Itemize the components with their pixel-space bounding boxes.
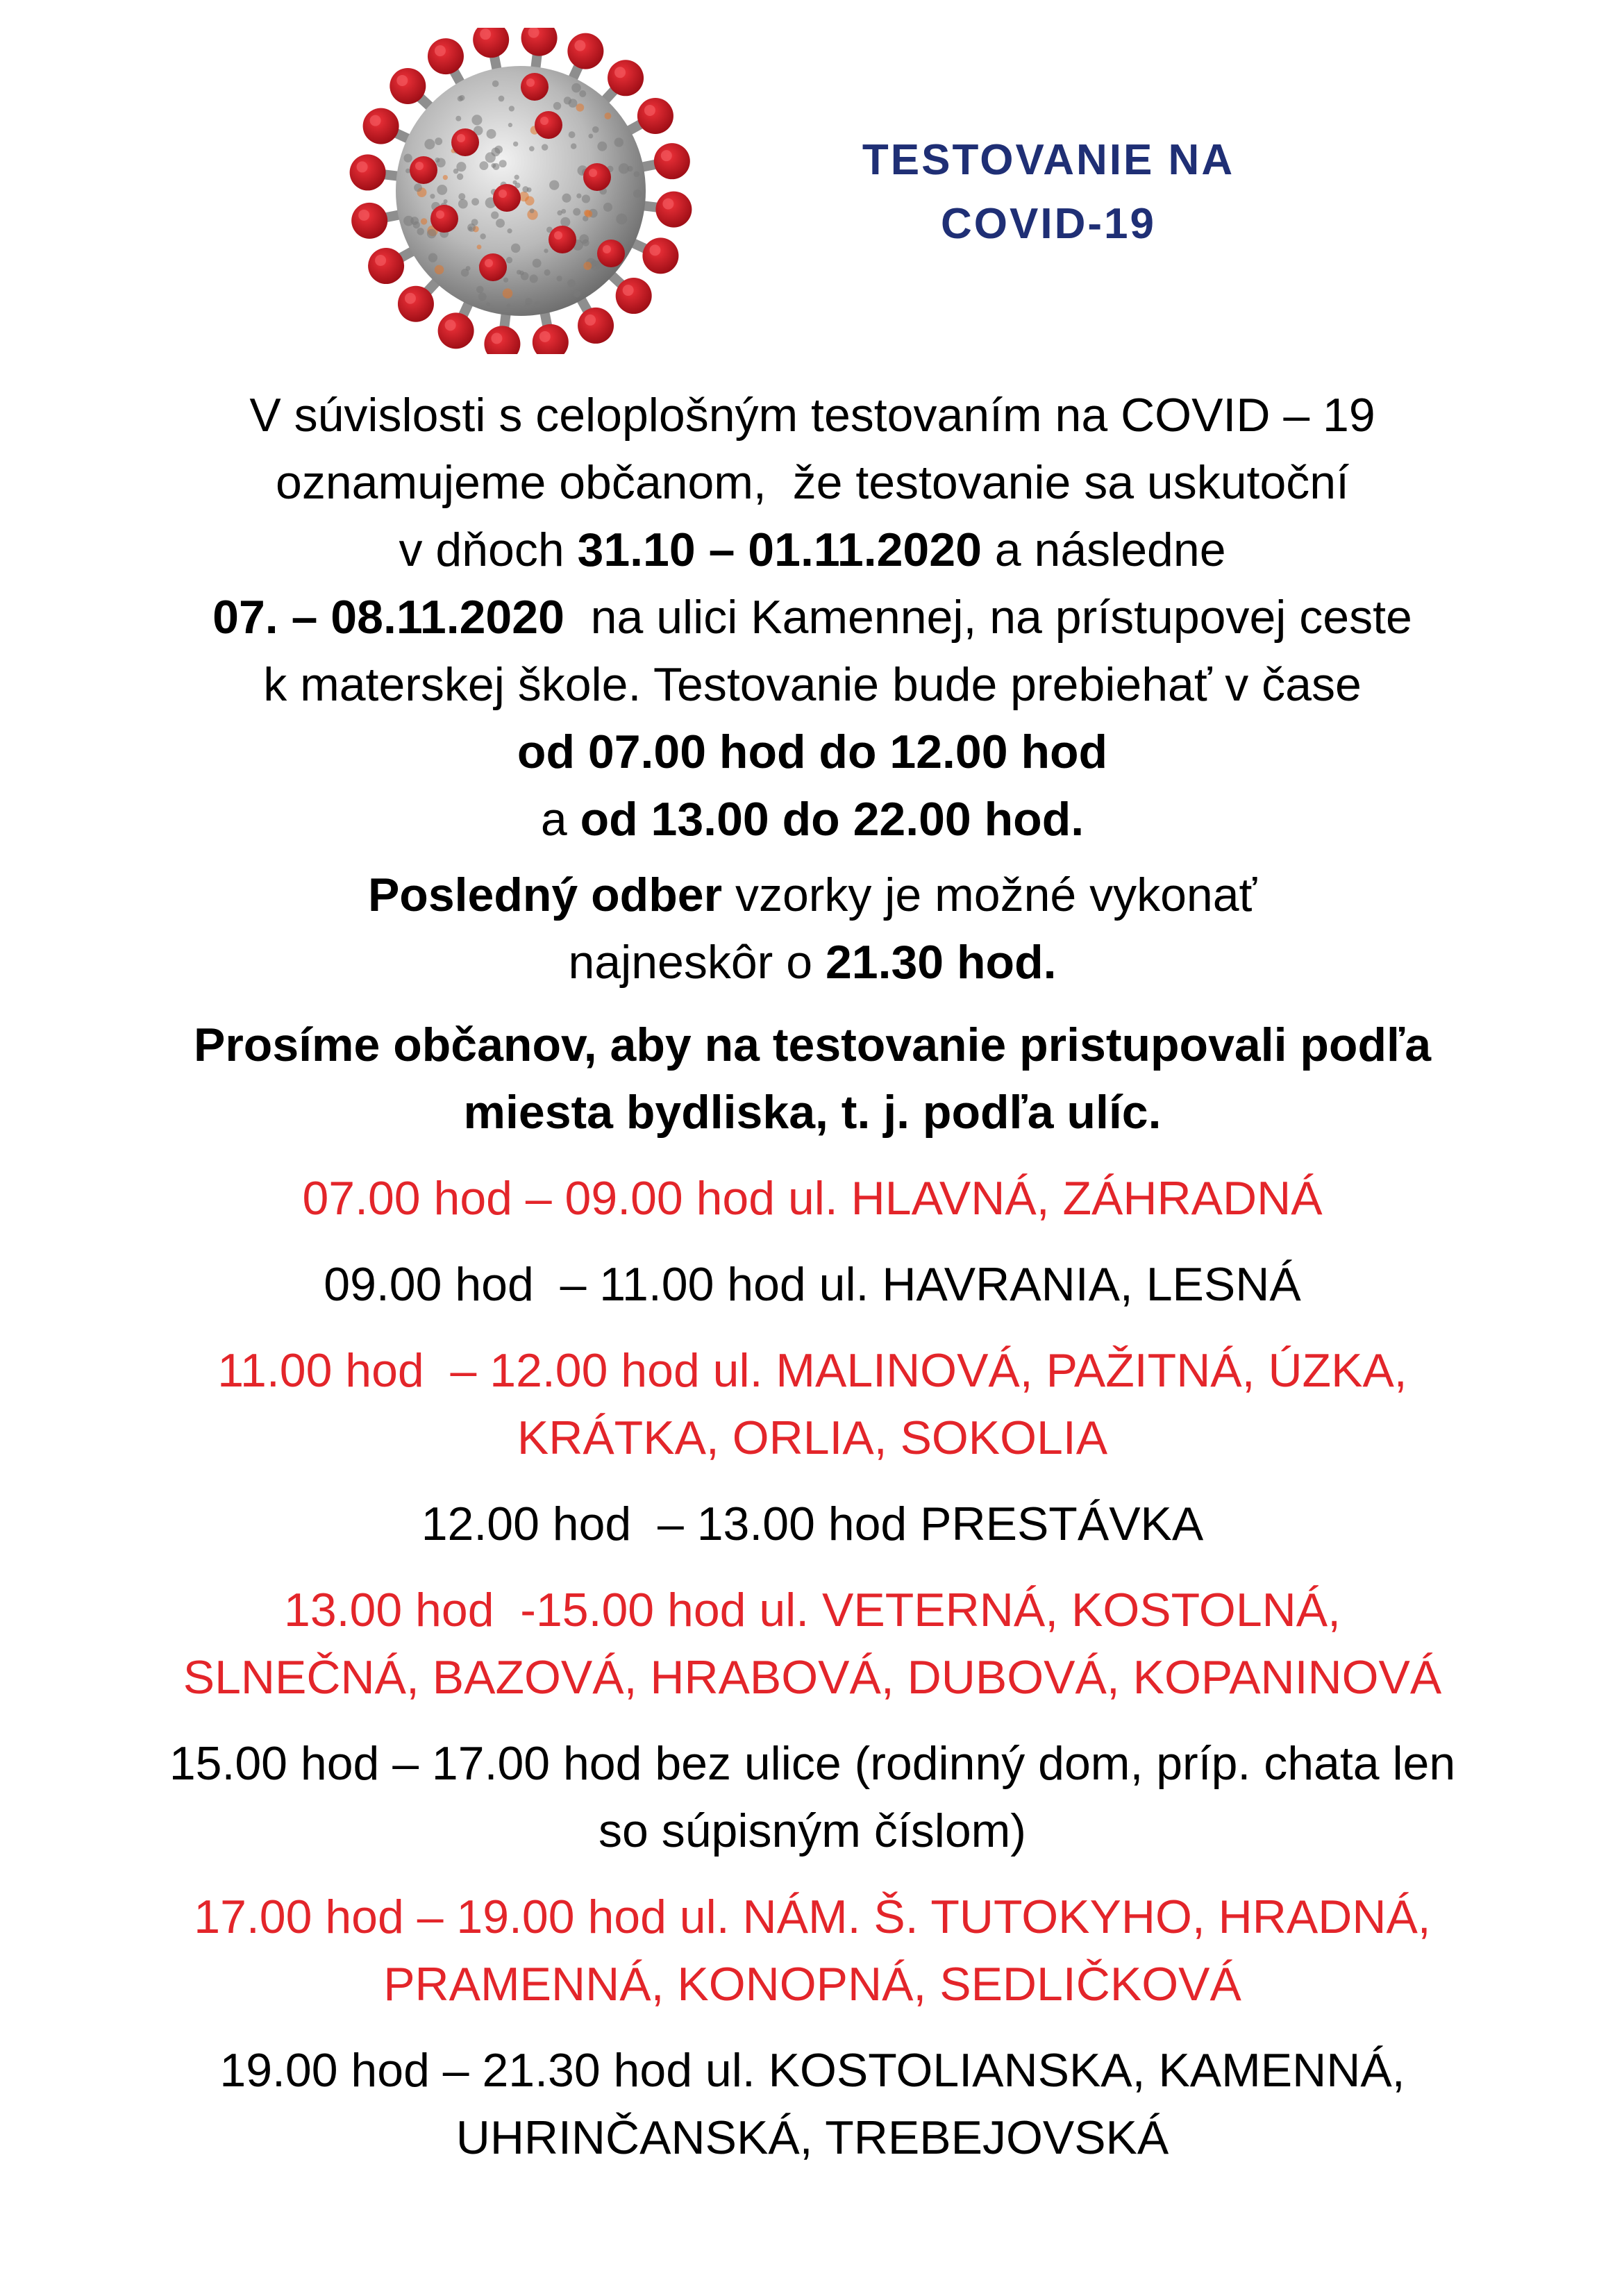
request-line-1: Prosíme občanov, aby na testovanie pristupovali podľa xyxy=(193,1019,1432,1071)
schedule-item-line: 15.00 hod – 17.00 hod bez ulice (rodinný dom, príp. chata len xyxy=(169,1737,1456,1790)
coronavirus-image xyxy=(305,28,736,354)
last-sample-line-1 xyxy=(42,862,1583,929)
last-sample-text: vzorky je možné vykonať xyxy=(722,869,1257,921)
schedule-item-line: 19.00 hod – 21.30 hod ul. KOSTOLIANSKA, KAMENNÁ, xyxy=(219,2044,1405,2097)
intro-line-4 xyxy=(42,584,1583,651)
schedule-item-line: 17.00 hod – 19.00 hod ul. NÁM. Š. TUTOKYHO, HRADNÁ, xyxy=(194,1891,1431,1943)
schedule-item xyxy=(42,1337,1583,1472)
request-line-2: miesta bydliska, t. j. podľa ulíc. xyxy=(463,1086,1162,1139)
schedule-item xyxy=(42,1884,1583,2018)
schedule-item xyxy=(42,1491,1583,1558)
intro-line-3-text: v dňoch xyxy=(399,523,578,576)
schedule-item xyxy=(42,2037,1583,2172)
intro-line-3 xyxy=(42,517,1583,584)
morning-hours: od 07.00 hod do 12.00 hod xyxy=(517,726,1108,778)
schedule-item-line: 09.00 hod – 11.00 hod ul. HAVRANIA, LESNÁ xyxy=(324,1258,1301,1311)
heading-line-2: COVID-19 xyxy=(941,200,1156,248)
intro-line-3-tail: a následne xyxy=(981,523,1226,576)
intro-line-2: oznamujeme občanom, že testovanie sa uskutoční xyxy=(276,456,1349,509)
last-sample-paragraph xyxy=(42,862,1583,996)
heading xyxy=(750,128,1347,256)
location-text: na ulici Kamennej, na prístupovej ceste xyxy=(564,591,1412,644)
schedule-item-line: SLNEČNÁ, BAZOVÁ, HRABOVÁ, DUBOVÁ, KOPANINOVÁ xyxy=(183,1651,1442,1704)
intro-line-5: k materskej škole. Testovanie bude prebiehať v čase xyxy=(263,658,1362,711)
intro-line-7 xyxy=(42,786,1583,853)
schedule-item-line: KRÁTKA, ORLIA, SOKOLIA xyxy=(517,1411,1108,1464)
conjunction-text: a xyxy=(540,793,580,846)
announcement-body xyxy=(42,382,1583,2172)
intro-paragraph xyxy=(42,382,1583,853)
heading-line-1: TESTOVANIE NA xyxy=(862,136,1235,184)
schedule-list xyxy=(42,1165,1583,2172)
schedule-item-line: 11.00 hod – 12.00 hod ul. MALINOVÁ, PAŽITNÁ, ÚZKA, xyxy=(217,1344,1407,1397)
deadline-time: 21.30 hod. xyxy=(825,936,1057,989)
schedule-item-line: so súpisným číslom) xyxy=(598,1804,1026,1857)
last-sample-label: Posledný odber xyxy=(367,869,723,921)
deadline-text: najneskôr o xyxy=(568,936,826,989)
schedule-item xyxy=(42,1165,1583,1232)
second-test-dates: 07. – 08.11.2020 xyxy=(212,591,564,644)
schedule-item xyxy=(42,1730,1583,1865)
schedule-item-line: 13.00 hod -15.00 hod ul. VETERNÁ, KOSTOLNÁ, xyxy=(284,1584,1341,1636)
afternoon-hours: od 13.00 do 22.00 hod. xyxy=(580,793,1085,846)
schedule-item-line: 12.00 hod – 13.00 hod PRESTÁVKA xyxy=(421,1498,1204,1550)
first-test-dates: 31.10 – 01.11.2020 xyxy=(577,523,982,576)
request-paragraph xyxy=(42,1012,1583,1146)
schedule-item-line: UHRINČANSKÁ, TREBEJOVSKÁ xyxy=(455,2111,1169,2164)
schedule-item xyxy=(42,1577,1583,1711)
schedule-item-line: PRAMENNÁ, KONOPNÁ, SEDLIČKOVÁ xyxy=(383,1958,1241,2011)
last-sample-line-2 xyxy=(42,929,1583,996)
intro-line-1: V súvislosti s celoplošným testovaním na COVID – 19 xyxy=(249,389,1375,442)
schedule-item xyxy=(42,1251,1583,1318)
schedule-item-line: 07.00 hod – 09.00 hod ul. HLAVNÁ, ZÁHRADNÁ xyxy=(302,1172,1323,1225)
